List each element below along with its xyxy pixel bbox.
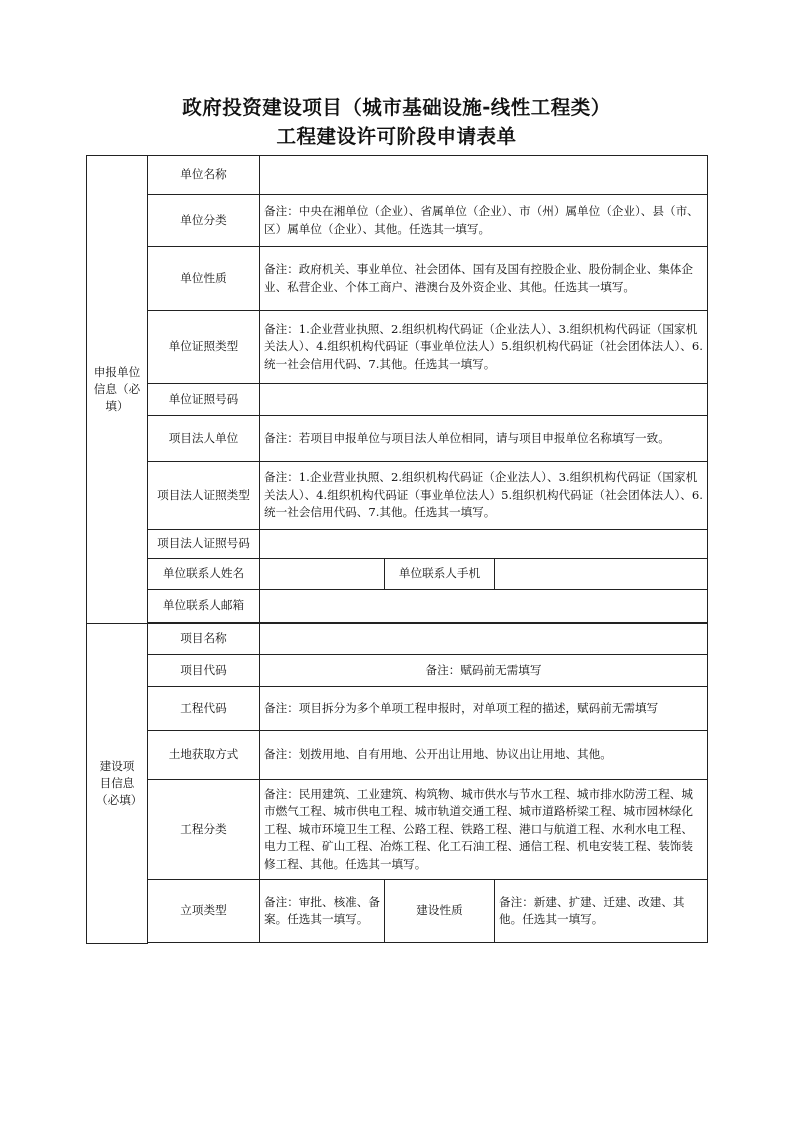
label-engineering-category: 工程分类: [148, 780, 260, 880]
row-engineering-code: [87, 687, 708, 731]
input-unit-cert-no[interactable]: [260, 384, 708, 416]
label-land-method: 土地获取方式: [148, 731, 260, 780]
row-approval: [87, 880, 708, 943]
label-legal-cert-no: 项目法人证照号码: [148, 530, 260, 559]
row-legal-cert-type: [87, 462, 708, 530]
row-unit-category: [87, 195, 708, 247]
row-unit-cert-no: [87, 384, 708, 416]
input-unit-cert-type[interactable]: 备注：1.企业营业执照、2.组织机构代码证（企业法人）、3.组织机构代码证（国家机关法人）、4.组织机构代码证（事业单位法人）5.组织机构代码证（社会团体法人）、6.统一社会信用代码、7.其他。任选其一填写。: [260, 311, 708, 384]
row-engineering-category: [87, 780, 708, 880]
input-construction-nature[interactable]: 备注：新建、扩建、迁建、改建、其他。任选其一填写。: [495, 880, 708, 943]
input-legal-cert-no[interactable]: [260, 530, 708, 559]
section-applicant: [87, 156, 148, 624]
label-legal-unit: 项目法人单位: [148, 416, 260, 462]
section-project-label: 建设项目信息（必填）: [96, 759, 143, 807]
input-engineering-category[interactable]: 备注：民用建筑、工业建筑、构筑物、城市供水与节水工程、城市排水防涝工程、城市燃气工程、城市供电工程、城市轨道交通工程、城市道路桥梁工程、城市园林绿化工程、城市环境卫生工程、公路工程、铁路工程、港口与航道工程、水利水电工程、电力工程、矿山工程、冶炼工程、化工石油工程、通信工程、机电安装工程、装饰装修工程、其他。任选其一填写。: [260, 780, 708, 880]
input-contact-mobile[interactable]: [495, 559, 708, 590]
input-legal-cert-type[interactable]: 备注：1.企业营业执照、2.组织机构代码证（企业法人）、3.组织机构代码证（国家机关法人）、4.组织机构代码证（事业单位法人）5.组织机构代码证（社会团体法人）、6.统一社会信用代码、7.其他。任选其一填写。: [260, 462, 708, 530]
label-unit-nature: 单位性质: [148, 247, 260, 311]
form-title: 政府投资建设项目（城市基础设施-线性工程类）: [182, 96, 611, 119]
input-project-code[interactable]: 备注：赋码前无需填写: [260, 655, 708, 687]
label-approval-type: 立项类型: [148, 880, 260, 943]
row-legal-unit: [87, 416, 708, 462]
spacer-cell-2: [148, 943, 708, 944]
label-unit-name: 单位名称: [148, 156, 260, 195]
label-project-code: 项目代码: [148, 655, 260, 687]
row-contact-email: [87, 590, 708, 623]
input-unit-name[interactable]: [260, 156, 708, 195]
input-contact-name[interactable]: [260, 559, 385, 590]
input-unit-nature[interactable]: 备注：政府机关、事业单位、社会团体、国有及国有控股企业、股份制企业、集体企业、私营企业、个体工商户、港澳台及外资企业、其他。任选其一填写。: [260, 247, 708, 311]
input-project-name[interactable]: [260, 624, 708, 655]
row-unit-nature: [87, 247, 708, 311]
label-project-name: 项目名称: [148, 624, 260, 655]
input-engineering-code[interactable]: 备注：项目拆分为多个单项工程申报时，对单项工程的描述，赋码前无需填写: [260, 687, 708, 731]
section-project: [87, 624, 148, 944]
input-legal-unit[interactable]: 备注：若项目申报单位与项目法人单位相同，请与项目申报单位名称填写一致。: [260, 416, 708, 462]
label-contact-name: 单位联系人姓名: [148, 559, 260, 590]
row-land-method: [87, 731, 708, 780]
row-project-name: [87, 624, 708, 655]
input-land-method[interactable]: 备注：划拨用地、自有用地、公开出让用地、协议出让用地、其他。: [260, 731, 708, 780]
label-unit-category: 单位分类: [148, 195, 260, 247]
label-unit-cert-no: 单位证照号码: [148, 384, 260, 416]
input-unit-category[interactable]: 备注：中央在湘单位（企业）、省属单位（企业）、市（州）属单位（企业）、县（市、区）属单位（企业）、其他。任选其一填写。: [260, 195, 708, 247]
label-contact-mobile: 单位联系人手机: [385, 559, 495, 590]
label-legal-cert-type: 项目法人证照类型: [148, 462, 260, 530]
row-spacer-2: [87, 943, 708, 944]
input-contact-email[interactable]: [260, 590, 708, 623]
section-applicant-label: 申报单位信息（必填）: [93, 365, 141, 413]
form-subtitle: 工程建设许可阶段申请表单: [276, 125, 517, 148]
row-contact: [87, 559, 708, 590]
label-engineering-code: 工程代码: [148, 687, 260, 731]
row-legal-cert-no: [87, 530, 708, 559]
input-approval-type[interactable]: 备注：审批、核准、备案。任选其一填写。: [260, 880, 385, 943]
application-form-table: [86, 155, 708, 944]
row-project-code: [87, 655, 708, 687]
label-construction-nature: 建设性质: [385, 880, 495, 943]
label-unit-cert-type: 单位证照类型: [148, 311, 260, 384]
row-unit-cert-type: [87, 311, 708, 384]
row-unit-name: [87, 156, 708, 195]
label-contact-email: 单位联系人邮箱: [148, 590, 260, 623]
